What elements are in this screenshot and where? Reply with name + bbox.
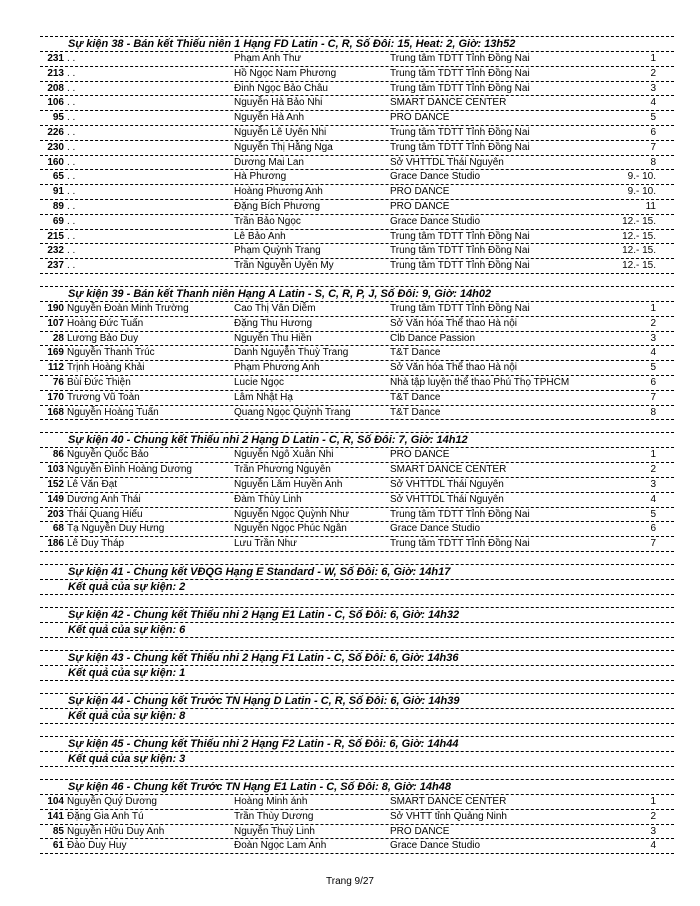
placement: 8 (650, 156, 656, 168)
section-gap (0, 681, 700, 693)
club-name: Sở Văn hóa Thể thao Hà nội (390, 362, 518, 374)
section-gap (0, 552, 700, 564)
partner-name: Nguyễn Ngọc Phúc Ngân (234, 523, 347, 535)
event-title: Sự kiện 41 - Chung kết VĐQG Hạng E Standard - W, Số Đôi: 6, Giờ: 14h17 (68, 565, 451, 578)
table-row (40, 537, 674, 552)
table-row (40, 215, 674, 230)
partner-name: Phạm Quỳnh Trang (234, 245, 321, 257)
partner-name: Nguyễn Ngọc Quỳnh Như (234, 508, 350, 520)
couple-number: 69 (52, 215, 64, 227)
couple-number: 28 (52, 332, 64, 344)
table-row (40, 795, 674, 810)
table-row (40, 391, 674, 406)
club-name: Trung tâm TDTT Tỉnh Đồng Nai (390, 230, 530, 242)
table-row (40, 96, 674, 111)
leader-name: . . (67, 67, 76, 79)
partner-name: Nguyễn Lê Uyên Nhi (234, 126, 327, 138)
leader-name: Hoàng Đức Tuấn (67, 317, 144, 329)
leader-name: . . (67, 245, 76, 257)
club-name: PRO DANCE (390, 112, 450, 124)
placement: 11 (645, 200, 656, 212)
club-name: Grace Dance Studio (390, 523, 481, 535)
table-row (40, 463, 674, 478)
couple-number: 91 (52, 186, 64, 198)
couple-number: 76 (52, 376, 64, 388)
couple-number: 186 (47, 538, 64, 550)
partner-name: Trần Bảo Ngọc (234, 215, 301, 227)
club-name: Trung tâm TDTT Tỉnh Đồng Nai (390, 67, 530, 79)
partner-name: Đặng Bích Phương (234, 200, 321, 212)
club-name: Grace Dance Studio (390, 171, 481, 183)
partner-name: Hoàng Minh ánh (234, 795, 308, 807)
table-row (40, 522, 674, 537)
table-row (40, 346, 674, 361)
placement: 9.- 10. (627, 186, 656, 198)
placement: 12.- 15. (622, 245, 656, 257)
couple-number: 170 (47, 391, 64, 403)
partner-name: Nguyễn Thu Hiền (234, 332, 312, 344)
couple-number: 215 (47, 230, 64, 242)
leader-name: . . (67, 126, 76, 138)
leader-name: . . (67, 215, 76, 227)
table-row (40, 141, 674, 156)
placement: 6 (650, 376, 656, 388)
partner-name: Đinh Ngọc Bảo Châu (234, 82, 328, 94)
club-name: Nhà tập luyện thể thao Phú Thọ TPHCM (390, 376, 570, 388)
leader-name: . . (67, 260, 76, 272)
couple-number: 190 (47, 302, 64, 314)
club-name: SMART DANCE CENTER (390, 795, 507, 807)
event-result: Kết quả của sự kiện: 1 (68, 666, 186, 679)
leader-name: Đào Duy Huy (67, 840, 127, 852)
partner-name: Nguyễn Hà Bảo Nhi (234, 97, 323, 109)
club-name: Sở VHTTDL Thái Nguyên (390, 156, 504, 168)
club-name: Trung tâm TDTT Tỉnh Đồng Nai (390, 538, 530, 550)
club-name: PRO DANCE (390, 825, 450, 837)
placement: 7 (650, 391, 656, 403)
couple-number: 226 (47, 126, 64, 138)
partner-name: Dương Mai Lan (234, 156, 304, 168)
club-name: PRO DANCE (390, 186, 450, 198)
event-result: Kết quả của sự kiện: 3 (68, 752, 186, 765)
event-result: Kết quả của sự kiện: 6 (68, 623, 186, 636)
leader-name: Nguyễn Hữu Duy Anh (67, 825, 165, 837)
partner-name: Lâm Nhật Hạ (234, 391, 293, 403)
couple-number: 213 (47, 67, 64, 79)
table-row (40, 67, 674, 82)
event-section (0, 650, 700, 681)
table-row (40, 448, 674, 463)
couple-number: 61 (52, 840, 64, 852)
table-row (40, 126, 674, 141)
leader-name: Lương Bảo Duy (67, 332, 139, 344)
partner-name: Nguyễn Ngô Xuân Nhi (234, 449, 334, 461)
partner-name: Phạm Anh Thư (234, 53, 302, 64)
couple-number: 208 (47, 82, 64, 94)
placement: 2 (650, 67, 656, 79)
table-row (40, 332, 674, 347)
couple-number: 65 (52, 171, 64, 183)
couple-number: 85 (52, 825, 64, 837)
table-row (40, 156, 674, 171)
placement: 3 (650, 478, 656, 490)
club-name: T&T Dance (390, 391, 441, 403)
event-title: Sự kiện 44 - Chung kết Trước TN Hạng D Latin - C, R, Số Đôi: 6, Giờ: 14h39 (68, 694, 460, 707)
partner-name: Hà Phương (234, 171, 287, 183)
placement: 8 (650, 406, 656, 418)
table-row (40, 170, 674, 185)
couple-number: 103 (47, 464, 64, 476)
partner-name: Nguyễn Thị Hằng Nga (234, 141, 333, 153)
placement: 2 (650, 810, 656, 822)
event-title: Sự kiện 42 - Chung kết Thiếu nhi 2 Hạng E1 Latin - C, Số Đôi: 6, Giờ: 14h32 (68, 608, 460, 621)
table-row (40, 406, 674, 421)
placement: 3 (650, 82, 656, 94)
partner-name: Lucie Ngọc (234, 376, 285, 388)
table-row (40, 82, 674, 97)
club-name: Sở VHTT tỉnh Quảng Ninh (390, 810, 507, 822)
placement: 2 (650, 317, 656, 329)
partner-name: Lưu Trần Như (234, 538, 297, 550)
couple-number: 95 (52, 112, 64, 124)
leader-name: Nguyễn Hoàng Tuấn (67, 406, 159, 418)
club-name: T&T Dance (390, 406, 441, 418)
placement: 5 (650, 112, 656, 124)
event-section (0, 736, 700, 767)
placement: 6 (650, 126, 656, 138)
leader-name: . . (67, 97, 76, 109)
partner-name: Đàm Thùy Linh (234, 493, 302, 505)
club-name: SMART DANCE CENTER (390, 464, 507, 476)
leader-name: . . (67, 53, 76, 64)
club-name: Grace Dance Studio (390, 840, 481, 852)
partner-name: Cao Thị Vân Diễm (234, 302, 316, 314)
couple-number: 232 (47, 245, 64, 257)
partner-name: Đặng Thu Hương (234, 317, 313, 329)
club-name: Grace Dance Studio (390, 215, 481, 227)
leader-name: . . (67, 82, 76, 94)
placement: 4 (650, 347, 656, 359)
event-title: Sự kiện 40 - Chung kết Thiếu nhi 2 Hạng D Latin - C, R, Số Đôi: 7, Giờ: 14h12 (68, 434, 468, 447)
table-row (40, 259, 674, 274)
club-name: Sở VHTTDL Thái Nguyên (390, 478, 504, 490)
partner-name: Trần Nguyễn Uyên My (234, 260, 334, 272)
leader-name: Dương Anh Thái (67, 493, 141, 505)
club-name: Trung tâm TDTT Tỉnh Đồng Nai (390, 126, 530, 138)
leader-name: Tạ Nguyễn Duy Hưng (67, 523, 165, 535)
table-row (40, 839, 674, 854)
leader-name: Lê Duy Tháp (67, 538, 125, 550)
event-section (0, 286, 700, 420)
placement: 5 (650, 362, 656, 374)
leader-name: Nguyễn Quý Dương (67, 795, 157, 807)
leader-name: . . (67, 200, 76, 212)
table-row (40, 52, 674, 67)
club-name: SMART DANCE CENTER (390, 97, 507, 109)
leader-name: Lê Văn Đạt (67, 478, 118, 490)
placement: 1 (650, 302, 656, 314)
club-name: Trung tâm TDTT Tỉnh Đồng Nai (390, 508, 530, 520)
leader-name: . . (67, 112, 76, 124)
placement: 12.- 15. (622, 215, 656, 227)
partner-name: Hoàng Phương Anh (234, 186, 323, 198)
couple-number: 237 (47, 260, 64, 272)
table-row (40, 810, 674, 825)
table-row (40, 111, 674, 126)
leader-name: . . (67, 141, 76, 153)
event-result: Kết quả của sự kiện: 8 (68, 709, 186, 722)
event-title: Sự kiện 38 - Bán kết Thiếu niên 1 Hạng FD Latin - C, R, Số Đôi: 15, Heat: 2, Giờ: 13h52 (68, 38, 516, 50)
partner-name: Nguyễn Hà Anh (234, 112, 305, 124)
event-section (0, 432, 700, 552)
event-title: Sự kiện 39 - Bán kết Thanh niên Hạng A Latin - S, C, R, P, J, Số Đôi: 9, Giờ: 14h02 (68, 287, 492, 300)
event-section (0, 564, 700, 595)
partner-name: Trần Phương Nguyên (234, 464, 331, 476)
leader-name: Nguyễn Đình Hoàng Dương (67, 464, 192, 476)
leader-name: . . (67, 156, 76, 168)
couple-number: 89 (52, 200, 64, 212)
table-row (40, 478, 674, 493)
partner-name: Lê Bảo Anh (234, 230, 286, 242)
leader-name: Thái Quang Hiếu (67, 508, 143, 520)
couple-number: 230 (47, 141, 64, 153)
partner-name: Trần Thùy Dương (234, 810, 314, 822)
partner-name: Nguyễn Thuỳ Linh (234, 825, 315, 837)
couple-number: 141 (47, 810, 64, 822)
results-document (0, 36, 700, 854)
event-section (0, 36, 700, 274)
club-name: Trung tâm TDTT Tỉnh Đồng Nai (390, 82, 530, 94)
placement: 4 (650, 840, 656, 852)
placement: 1 (650, 449, 656, 461)
table-row (40, 244, 674, 259)
table-row (40, 200, 674, 215)
table-row (40, 493, 674, 508)
table-row (40, 825, 674, 840)
event-section (0, 607, 700, 638)
leader-name: Nguyễn Thanh Trúc (67, 347, 155, 359)
placement: 1 (650, 53, 656, 64)
table-row (40, 302, 674, 317)
placement: 12.- 15. (622, 260, 656, 272)
club-name: Trung tâm TDTT Tỉnh Đồng Nai (390, 245, 530, 257)
leader-name: Trương Vũ Toàn (67, 391, 140, 403)
club-name: Trung tâm TDTT Tỉnh Đồng Nai (390, 53, 530, 64)
table-row (40, 185, 674, 200)
couple-number: 168 (47, 406, 64, 418)
section-gap (0, 767, 700, 779)
event-section (0, 693, 700, 724)
couple-number: 68 (52, 523, 64, 535)
event-section (0, 779, 700, 854)
table-row (40, 230, 674, 245)
placement: 3 (650, 825, 656, 837)
club-name: Clb Dance Passion (390, 332, 476, 344)
section-gap (0, 274, 700, 286)
placement: 5 (650, 508, 656, 520)
leader-name: Đặng Gia Anh Tú (67, 810, 144, 822)
couple-number: 160 (47, 156, 64, 168)
leader-name: . . (67, 171, 76, 183)
event-result: Kết quả của sự kiện: 2 (68, 580, 186, 593)
placement: 2 (650, 464, 656, 476)
couple-number: 231 (47, 53, 64, 64)
couple-number: 149 (47, 493, 64, 505)
placement: 12.- 15. (622, 230, 656, 242)
club-name: PRO DANCE (390, 449, 450, 461)
placement: 7 (650, 141, 656, 153)
table-row (40, 508, 674, 523)
leader-name: Bùi Đức Thiện (67, 376, 131, 388)
leader-name: . . (67, 230, 76, 242)
page-footer: Trang 9/27 (326, 876, 374, 887)
section-gap (0, 638, 700, 650)
partner-name: Danh Nguyễn Thuỳ Trang (234, 347, 349, 359)
couple-number: 152 (47, 478, 64, 490)
club-name: T&T Dance (390, 347, 441, 359)
partner-name: Đoàn Ngọc Lam Anh (234, 840, 327, 852)
placement: 4 (650, 97, 656, 109)
club-name: PRO DANCE (390, 200, 450, 212)
section-gap (0, 724, 700, 736)
partner-name: Hồ Ngọc Nam Phương (234, 67, 337, 79)
couple-number: 203 (47, 508, 64, 520)
couple-number: 104 (47, 795, 64, 807)
table-row (40, 376, 674, 391)
section-gap (0, 420, 700, 432)
section-gap (0, 595, 700, 607)
leader-name: Trịnh Hoàng Khải (67, 362, 145, 374)
table-row (40, 317, 674, 332)
placement: 1 (650, 795, 656, 807)
couple-number: 86 (52, 449, 64, 461)
table-row (40, 361, 674, 376)
club-name: Sở Văn hóa Thể thao Hà nội (390, 317, 518, 329)
couple-number: 169 (47, 347, 64, 359)
partner-name: Nguyễn Lâm Huyền Anh (234, 478, 343, 490)
leader-name: Nguyễn Đoàn Minh Trường (67, 302, 189, 314)
leader-name: Nguyễn Quốc Bảo (67, 449, 149, 461)
event-title: Sự kiện 45 - Chung kết Thiếu nhi 2 Hạng F2 Latin - R, Số Đôi: 6, Giờ: 14h44 (68, 737, 459, 750)
leader-name: . . (67, 186, 76, 198)
placement: 9.- 10. (627, 171, 656, 183)
club-name: Trung tâm TDTT Tỉnh Đồng Nai (390, 141, 530, 153)
partner-name: Quang Ngọc Quỳnh Trang (234, 406, 351, 418)
club-name: Trung tâm TDTT Tỉnh Đồng Nai (390, 260, 530, 272)
club-name: Sở VHTTDL Thái Nguyên (390, 493, 504, 505)
partner-name: Phạm Phương Anh (234, 362, 320, 374)
placement: 3 (650, 332, 656, 344)
placement: 6 (650, 523, 656, 535)
event-title: Sự kiện 43 - Chung kết Thiếu nhi 2 Hạng F1 Latin - C, Số Đôi: 6, Giờ: 14h36 (68, 651, 459, 664)
couple-number: 107 (47, 317, 64, 329)
placement: 4 (650, 493, 656, 505)
club-name: Trung tâm TDTT Tỉnh Đồng Nai (390, 302, 530, 314)
couple-number: 106 (47, 97, 64, 109)
event-title: Sự kiện 46 - Chung kết Trước TN Hạng E1 Latin - C, Số Đôi: 8, Giờ: 14h48 (68, 780, 451, 793)
couple-number: 112 (47, 362, 64, 374)
placement: 7 (650, 538, 656, 550)
